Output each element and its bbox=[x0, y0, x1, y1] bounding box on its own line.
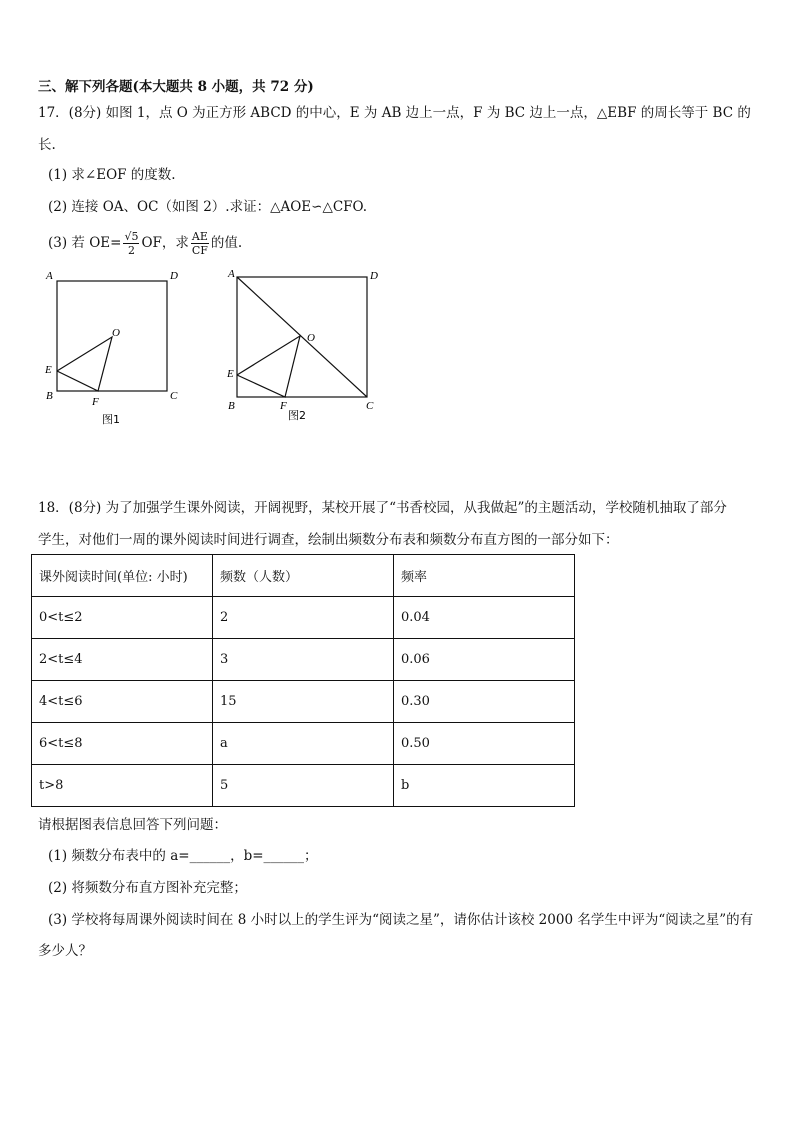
q17-part3-mid: OF，求 bbox=[141, 235, 189, 251]
table-cell: t>8 bbox=[32, 765, 213, 807]
table-cell: 0.50 bbox=[394, 723, 575, 765]
label-c: C bbox=[366, 400, 374, 412]
label-f: F bbox=[280, 400, 287, 412]
frequency-table bbox=[31, 554, 575, 807]
table-cell: 15 bbox=[213, 681, 394, 723]
q18-stem-line2: 学生，对他们一周的课外阅读时间进行调查，绘制出频数分布表和频数分布直方图的一部分如下： bbox=[38, 532, 619, 548]
table-row bbox=[32, 681, 575, 723]
figure-1 bbox=[40, 265, 190, 430]
label-e: E bbox=[227, 368, 234, 380]
table-cell: 6<t≤8 bbox=[32, 723, 213, 765]
q18-part3-line1: (3) 学校将每周课外阅读时间在 8 小时以上的学生评为“阅读之星”，请你估计该校 2000 名学生中评为“阅读之星”的有 bbox=[48, 912, 754, 928]
table-cell: 5 bbox=[213, 765, 394, 807]
table-row bbox=[32, 639, 575, 681]
table-cell: 3 bbox=[213, 639, 394, 681]
figure-2-caption: 图2 bbox=[288, 409, 306, 422]
header-cell: 课外阅读时间(单位: 小时) bbox=[32, 555, 213, 597]
label-f: F bbox=[92, 396, 99, 408]
table-cell: 0.06 bbox=[394, 639, 575, 681]
table-cell: a bbox=[213, 723, 394, 765]
table-row bbox=[32, 723, 575, 765]
table-row bbox=[32, 765, 575, 807]
fraction-denominator: CF bbox=[191, 244, 208, 257]
q18-part2: (2) 将频数分布直方图补充完整； bbox=[48, 880, 247, 896]
label-b: B bbox=[46, 390, 53, 402]
table-cell: 4<t≤6 bbox=[32, 681, 213, 723]
q18-part1: (1) 频数分布表中的 a=______，b=______； bbox=[48, 848, 318, 864]
diagonal-ac bbox=[237, 277, 367, 397]
fraction-ae-over-cf bbox=[191, 230, 209, 257]
label-o: O bbox=[307, 332, 315, 344]
figure-1-caption: 图1 bbox=[102, 413, 120, 426]
label-o: O bbox=[112, 327, 120, 339]
table-cell: 0<t≤2 bbox=[32, 597, 213, 639]
label-e: E bbox=[45, 364, 52, 376]
table-cell: b bbox=[394, 765, 575, 807]
header-cell: 频率 bbox=[394, 555, 575, 597]
q17-stem-line1: 17．(8分) 如图 1，点 O 为正方形 ABCD 的中心，E 为 AB 边上一点，F 为 BC 边上一点，△EBF 的周长等于 BC 的 bbox=[38, 105, 751, 121]
label-d: D bbox=[370, 270, 378, 282]
triangle-eof bbox=[57, 337, 112, 391]
table-row bbox=[32, 597, 575, 639]
triangle-eof bbox=[237, 336, 300, 397]
q18-intro: 请根据图表信息回答下列问题： bbox=[38, 817, 227, 833]
fraction-numerator: AE bbox=[191, 230, 208, 243]
label-c: C bbox=[170, 390, 178, 402]
q17-part3-suffix: 的值. bbox=[210, 235, 243, 251]
fraction-sqrt5-over-2 bbox=[123, 230, 139, 257]
q18-part3-line2: 多少人？ bbox=[38, 943, 92, 959]
q17-part1: (1) 求∠EOF 的度数. bbox=[48, 167, 176, 183]
fraction-numerator: √5 bbox=[124, 230, 139, 243]
q18-stem-line1: 18．(8分) 为了加强学生课外阅读，开阔视野，某校开展了“书香校园，从我做起”的主题活动，学校随机抽取了部分 bbox=[38, 500, 727, 516]
q17-part2: (2) 连接 OA、OC（如图 2）.求证：△AOE∽△CFO. bbox=[48, 199, 368, 215]
label-d: D bbox=[170, 270, 178, 282]
q17-stem-line2: 长. bbox=[38, 137, 56, 153]
table-cell: 2 bbox=[213, 597, 394, 639]
table-cell: 0.30 bbox=[394, 681, 575, 723]
q17-part3-prefix: (3) 若 OE= bbox=[48, 235, 122, 251]
table-cell: 0.04 bbox=[394, 597, 575, 639]
label-a: A bbox=[46, 270, 53, 282]
label-a: A bbox=[228, 268, 235, 280]
label-b: B bbox=[228, 400, 235, 412]
figure-2 bbox=[222, 265, 387, 430]
table-header-row bbox=[32, 555, 575, 597]
fraction-denominator: 2 bbox=[127, 244, 135, 257]
q17-part3 bbox=[48, 228, 242, 258]
header-cell: 频数（人数） bbox=[213, 555, 394, 597]
section-header: 三、解下列各题(本大题共 8 小题，共 72 分) bbox=[38, 79, 314, 95]
table-cell: 2<t≤4 bbox=[32, 639, 213, 681]
